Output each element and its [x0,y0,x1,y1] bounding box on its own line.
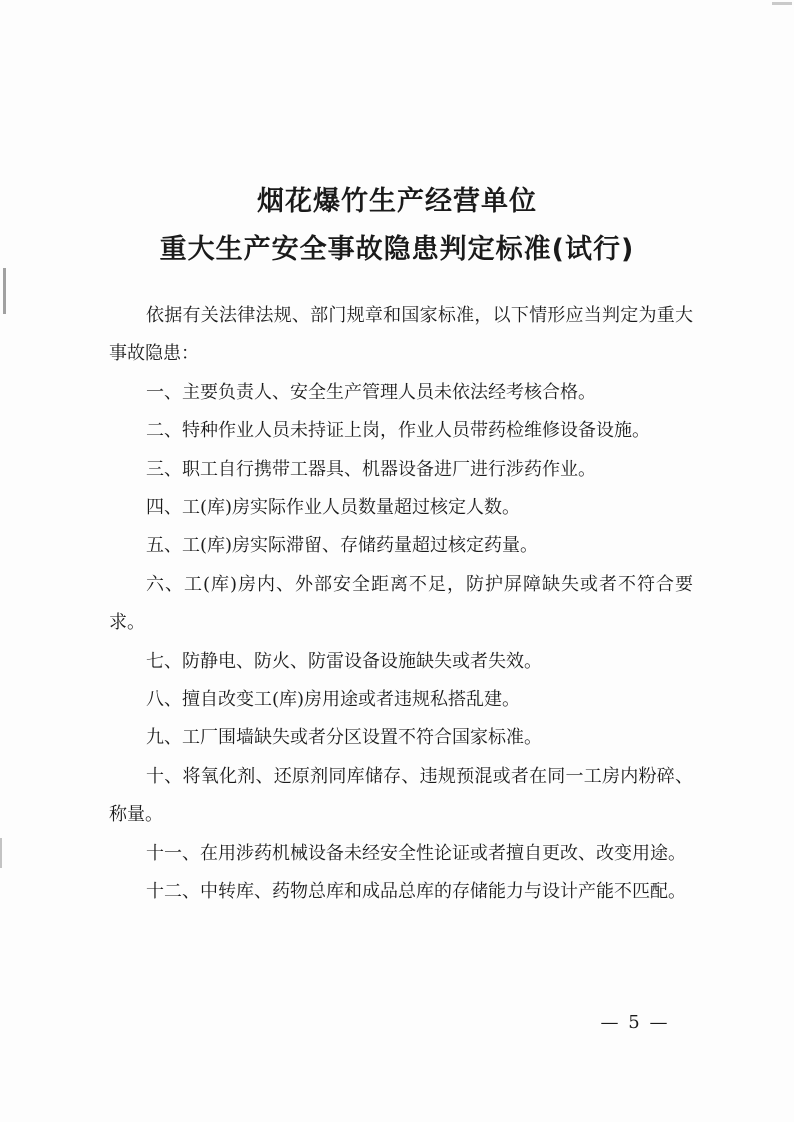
item-3: 三、职工自行携带工器具、机器设备进厂进行涉药作业。 [146,458,596,480]
document-title [0,178,794,274]
scan-corner-mark [772,2,792,5]
scan-edge-mark [3,268,6,314]
item-8: 八、擅自改变工(库)房用途或者违规私搭乱建。 [146,689,521,711]
item-1: 一、主要负责人、安全生产管理人员未依法经考核合格。 [146,381,596,403]
item-5: 五、工(库)房实际滞留、存储药量超过核定药量。 [146,535,539,557]
item-4: 四、工(库)房实际作业人员数量超过核定人数。 [146,497,521,519]
title-line-2: 重大生产安全事故隐患判定标准(试行) [159,234,635,265]
intro-paragraph: 依据有关法律法规、部门规章和国家标准，以下情形应当判定为重大事故隐患： [109,305,693,365]
item-2: 二、特种作业人员未持证上岗，作业人员带药检维修设备设施。 [146,420,650,442]
page-number: — 5 — [600,1012,670,1033]
scan-edge-mark [0,838,2,868]
document-body [109,297,693,912]
item-10: 十、将氧化剂、还原剂同库储存、违规预混或者在同一工房内粉碎、称量。 [109,765,693,826]
item-6: 六、工(库)房内、外部安全距离不足，防护屏障缺失或者不符合要求。 [109,573,693,634]
item-9: 九、工厂围墙缺失或者分区设置不符合国家标准。 [146,727,542,749]
item-7: 七、防静电、防火、防雷设备设施缺失或者失效。 [146,650,542,672]
item-12: 十二、中转库、药物总库和成品总库的存储能力与设计产能不匹配。 [146,881,686,903]
title-line-1: 烟花爆竹生产经营单位 [257,186,537,217]
item-11: 十一、在用涉药机械设备未经安全性论证或者擅自更改、改变用途。 [146,842,686,864]
